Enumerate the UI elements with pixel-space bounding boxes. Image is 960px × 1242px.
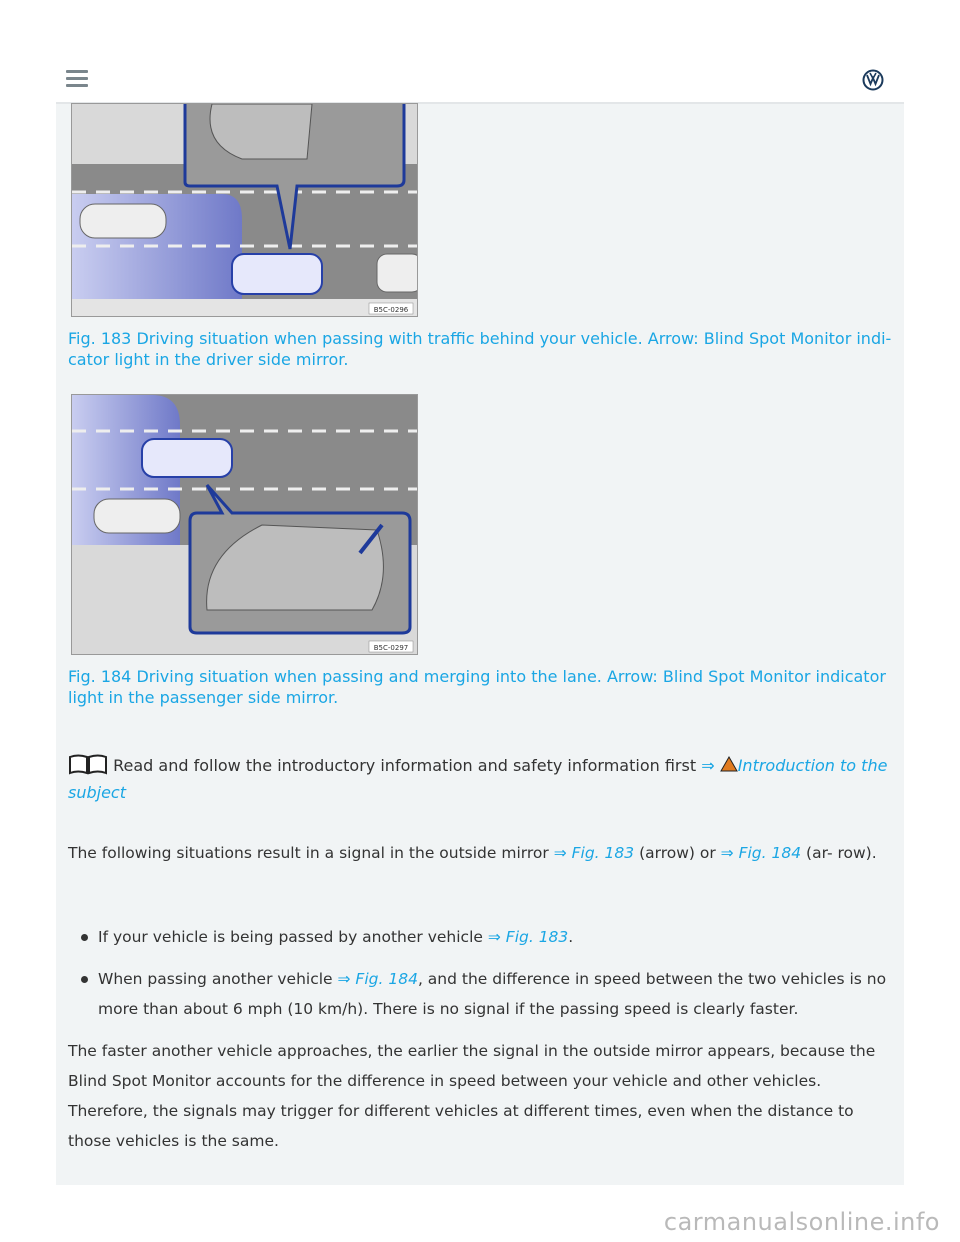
- fig-184-link[interactable]: ⇒ Fig. 184: [337, 970, 418, 988]
- figure-code: B5C-0297: [373, 644, 409, 652]
- paragraph-text: (arrow) or: [639, 844, 716, 862]
- list-item: [98, 964, 888, 1024]
- paragraph-text: The following situations result in a signal in the outside mirror: [68, 844, 549, 862]
- vw-logo-icon[interactable]: [862, 69, 884, 91]
- app-header: [56, 0, 904, 104]
- intro-text: Read and follow the introductory information and safety information first: [113, 756, 697, 775]
- figure-183-image: [71, 103, 418, 317]
- arrow-icon: ⇒: [701, 756, 715, 775]
- book-icon: [68, 753, 108, 775]
- intro-note: [68, 752, 898, 806]
- watermark: carmanualsonline.info: [663, 1208, 940, 1236]
- fig-184-link[interactable]: ⇒ Fig. 184: [720, 844, 802, 862]
- list-item: [98, 922, 888, 952]
- list-item-text: .: [568, 928, 574, 946]
- list-item-text: If your vehicle is being passed by another vehicle: [98, 928, 483, 946]
- fig-183-link[interactable]: ⇒ Fig. 183: [487, 928, 569, 946]
- figure-184-image: [71, 394, 418, 655]
- introduction-link[interactable]: Introduction to the subject: [68, 756, 888, 802]
- content-panel: [56, 104, 904, 1185]
- body-paragraph-1: [68, 838, 888, 868]
- figure-184-caption: Fig. 184 Driving situation when passing and merging into the lane. Arrow: Blind Spot Monitor indicator light in the passenger side mirror.: [68, 667, 886, 707]
- list-item-text: , and the difference in speed between the two vehicles is no more than about 6 mph (10 km/h). There is no signal if the passing speed is clearly faster.: [98, 970, 887, 1018]
- hamburger-menu-icon[interactable]: [66, 70, 88, 88]
- warning-icon: [720, 756, 738, 772]
- body-paragraph-2: The faster another vehicle approaches, the earlier the signal in the outside mirror appears, because the Blind Spot Monitor accounts for the difference in speed between your vehicle and other vehicles. Therefore, the signals may trigger for different vehicles at different times, even when the distance to those vehicles is the same.: [68, 1042, 876, 1150]
- figure-code: B5C-0296: [373, 306, 409, 314]
- fig-183-link[interactable]: ⇒ Fig. 183: [553, 844, 635, 862]
- list-item-text: When passing another vehicle: [98, 970, 333, 988]
- figure-183-caption: Fig. 183 Driving situation when passing with traffic behind your vehicle. Arrow: Blind Spot Monitor indi- cator light in the driver side mirror.: [68, 329, 892, 369]
- paragraph-text: (ar- row).: [806, 844, 877, 862]
